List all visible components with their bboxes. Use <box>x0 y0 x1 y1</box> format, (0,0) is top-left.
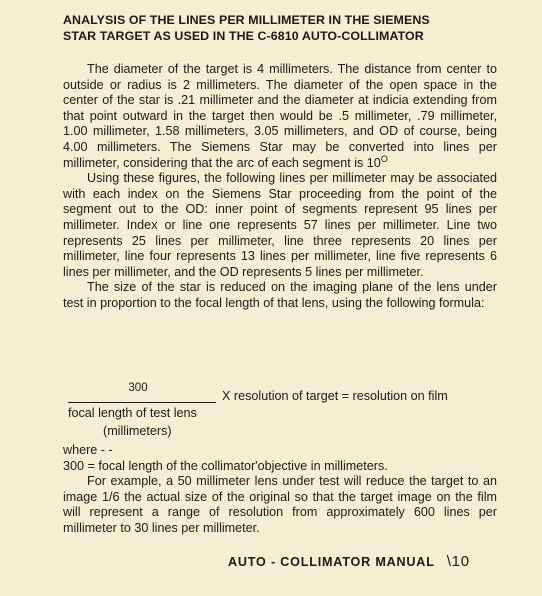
where-label: where - - <box>63 443 113 457</box>
page-footer <box>228 553 470 570</box>
paragraph-target-dimensions <box>63 62 497 171</box>
formula-denominator-line-1: focal length of test lens <box>68 406 197 420</box>
formula-expression: X resolution of target = resolution on film <box>222 389 448 403</box>
formula-denominator-line-2: (millimeters) <box>103 424 172 438</box>
paragraph-star-reduction: The size of the star is reduced on the imaging plane of the lens under test in proportion to the focal length of that lens, using the following formula: <box>63 280 497 310</box>
body-text <box>63 62 497 312</box>
example-text <box>63 474 497 536</box>
formula-definition: 300 = focal length of the collimator'objective in millimeters. <box>63 459 388 473</box>
paragraph-lines-per-mm: Using these figures, the following lines per millimeter may be associated with each index on the Siemens Star proceeding from the point of the segment out to the OD: inner point of segments represent 95 lines per millimeter. Index or line one represents 57 lines per millimeter. Line two represents 25 lines per millimeter, line three represents 20 lines per millimeter, line four represents 13 lines per millimeter, line five represents 6 lines per millimeter, and the OD represents 5 lines per millimeter. <box>63 171 497 279</box>
formula-numerator: 300 <box>128 382 148 394</box>
page-number: \10 <box>446 553 470 570</box>
fraction-bar <box>68 402 216 403</box>
footer-title: AUTO - COLLIMATOR MANUAL <box>228 555 435 569</box>
paragraph-example: For example, a 50 millimeter lens under test will reduce the target to an image 1/6 the actual size of the original so that the target image on the film will represent a range of resolution from approximately 600 lines per millimeter to 30 lines per millimeter. <box>63 474 497 535</box>
paragraph-1-text: The diameter of the target is 4 millimeters. The distance from center to outside or radius is 2 millimeters. The diameter of the open space in the center of the star is .21 millimeter and the diameter at indicia extending from that point outward in the target then would be .5 millimeter, .79 millimeter, 1.00 millimeter, 1.58 millimeters, 3.05 millimeters, and OD of course, being 4.00 millimeters. The Siemens Star may be converted into lines per millimeter, considering that the arc of each segment is 10 <box>63 62 497 170</box>
heading-line-1: ANALYSIS OF THE LINES PER MILLIMETER IN THE SIEMENS <box>63 13 430 27</box>
degree-symbol: O <box>380 153 388 164</box>
heading-line-2: STAR TARGET AS USED IN THE C-6810 AUTO-COLLIMATOR <box>63 29 424 43</box>
section-heading <box>63 12 503 44</box>
